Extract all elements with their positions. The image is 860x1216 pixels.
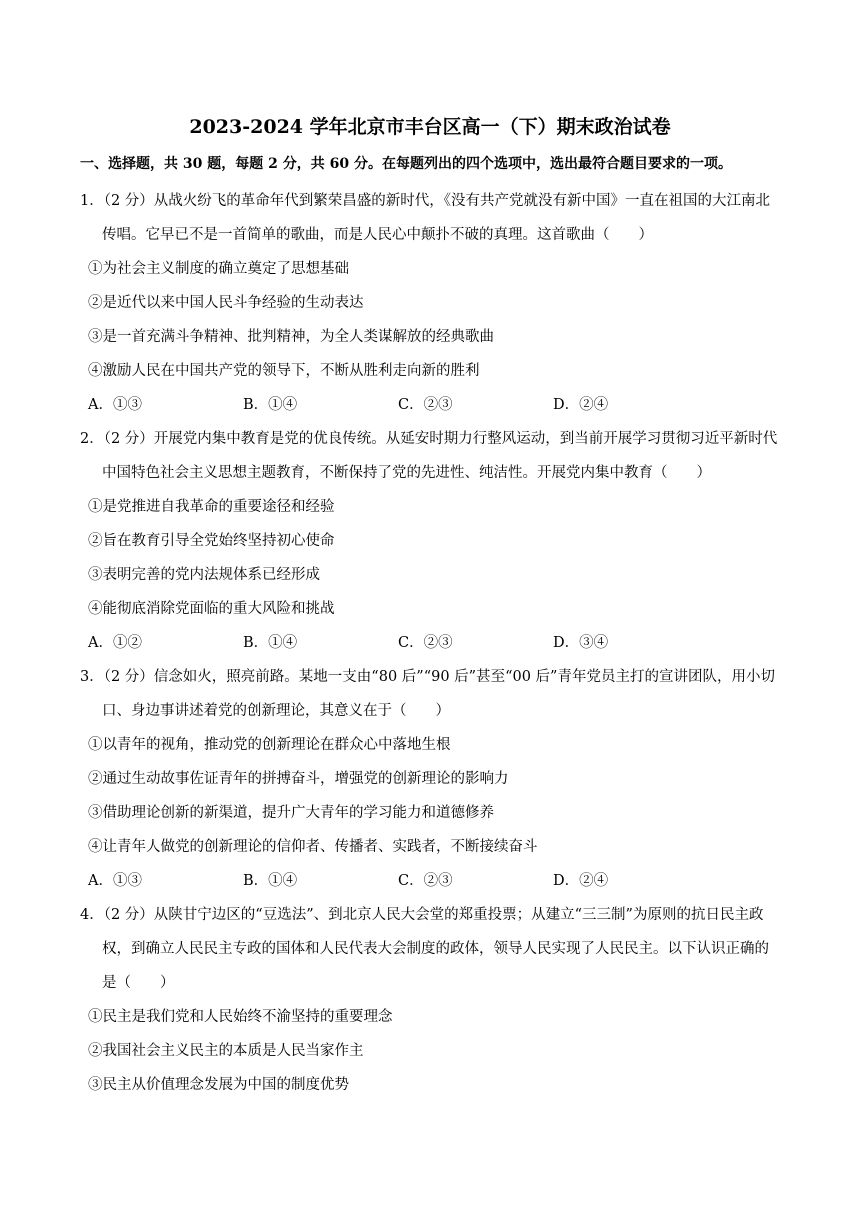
question-stem: 2．（2 分）开展党内集中教育是党的优良传统。从延安时期力行整风运动，到当前开展学习贯彻习近平新时代中国特色社会主义思想主题教育，不断保持了党的先进性、纯洁性。开展党内集中教育（ ）	[80, 431, 778, 481]
section-heading: 一、选择题，共 30 题，每题 2 分，共 60 分。在每题列出的四个选项中，选出最符合题目要求的一项。	[80, 156, 732, 172]
choice-c[interactable]: C．②③	[398, 397, 453, 413]
statement-option: ①以青年的视角，推动党的创新理论在群众心中落地生根	[88, 737, 451, 753]
statement-option: ④让青年人做党的创新理论的信仰者、传播者、实践者，不断接续奋斗	[88, 839, 538, 855]
choice-d[interactable]: D．③④	[553, 635, 609, 651]
choice-d[interactable]: D．②④	[553, 873, 609, 889]
statement-option: ③民主从价值理念发展为中国的制度优势	[88, 1077, 349, 1093]
question-4	[80, 898, 780, 1102]
statement-option: ②是近代以来中国人民斗争经验的生动表达	[88, 295, 364, 311]
choice-a[interactable]: A．①③	[88, 397, 142, 413]
answer-choices	[80, 626, 780, 660]
statement-option: ②旨在教育引导全党始终坚持初心使命	[88, 533, 335, 549]
question-list	[80, 184, 780, 1102]
choice-a[interactable]: A．①③	[88, 873, 142, 889]
page-title: 2023-2024 学年北京市丰台区高一（下）期末政治试卷	[189, 116, 671, 138]
answer-choices	[80, 864, 780, 898]
question-stem: 1．（2 分）从战火纷飞的革命年代到繁荣昌盛的新时代，《没有共产党就没有新中国》一直在祖国的大江南北传唱。它早已不是一首简单的歌曲，而是人民心中颠扑不破的真理。这首歌曲（ ）	[80, 193, 771, 243]
statement-option: ②我国社会主义民主的本质是人民当家作主	[88, 1043, 364, 1059]
statement-option: ④激励人民在中国共产党的领导下，不断从胜利走向新的胜利	[88, 363, 480, 379]
statement-option: ②通过生动故事佐证青年的拼搏奋斗，增强党的创新理论的影响力	[88, 771, 509, 787]
statement-option: ③表明完善的党内法规体系已经形成	[88, 567, 320, 583]
statement-option: ①民主是我们党和人民始终不渝坚持的重要理念	[88, 1009, 393, 1025]
question-stem: 3．（2 分）信念如火，照亮前路。某地一支由“80 后”“90 后”甚至“00 后”青年党员主打的宣讲团队，用小切口、身边事讲述着党的创新理论，其意义在于（ ）	[80, 669, 775, 719]
question-1	[80, 184, 780, 422]
choice-b[interactable]: B．①④	[243, 397, 298, 413]
choice-b[interactable]: B．①④	[243, 873, 298, 889]
statement-option: ③借助理论创新的新渠道，提升广大青年的学习能力和道德修养	[88, 805, 494, 821]
choice-a[interactable]: A．①②	[88, 635, 142, 651]
statement-option: ④能彻底消除党面临的重大风险和挑战	[88, 601, 335, 617]
choice-c[interactable]: C．②③	[398, 873, 453, 889]
choice-d[interactable]: D．②④	[553, 397, 609, 413]
choice-c[interactable]: C．②③	[398, 635, 453, 651]
question-2	[80, 422, 780, 660]
statement-option: ①是党推进自我革命的重要途径和经验	[88, 499, 335, 515]
statement-option: ①为社会主义制度的确立奠定了思想基础	[88, 261, 349, 277]
answer-choices	[80, 388, 780, 422]
question-stem: 4．（2 分）从陕甘宁边区的“豆选法”、到北京人民大会堂的郑重投票；从建立“三三制”为原则的抗日民主政权，到确立人民民主专政的国体和人民代表大会制度的政体，领导人民实现了人民民主。以下认识正确的是（ ）	[80, 907, 769, 991]
choice-b[interactable]: B．①④	[243, 635, 298, 651]
statement-option: ③是一首充满斗争精神、批判精神，为全人类谋解放的经典歌曲	[88, 329, 494, 345]
question-3	[80, 660, 780, 898]
